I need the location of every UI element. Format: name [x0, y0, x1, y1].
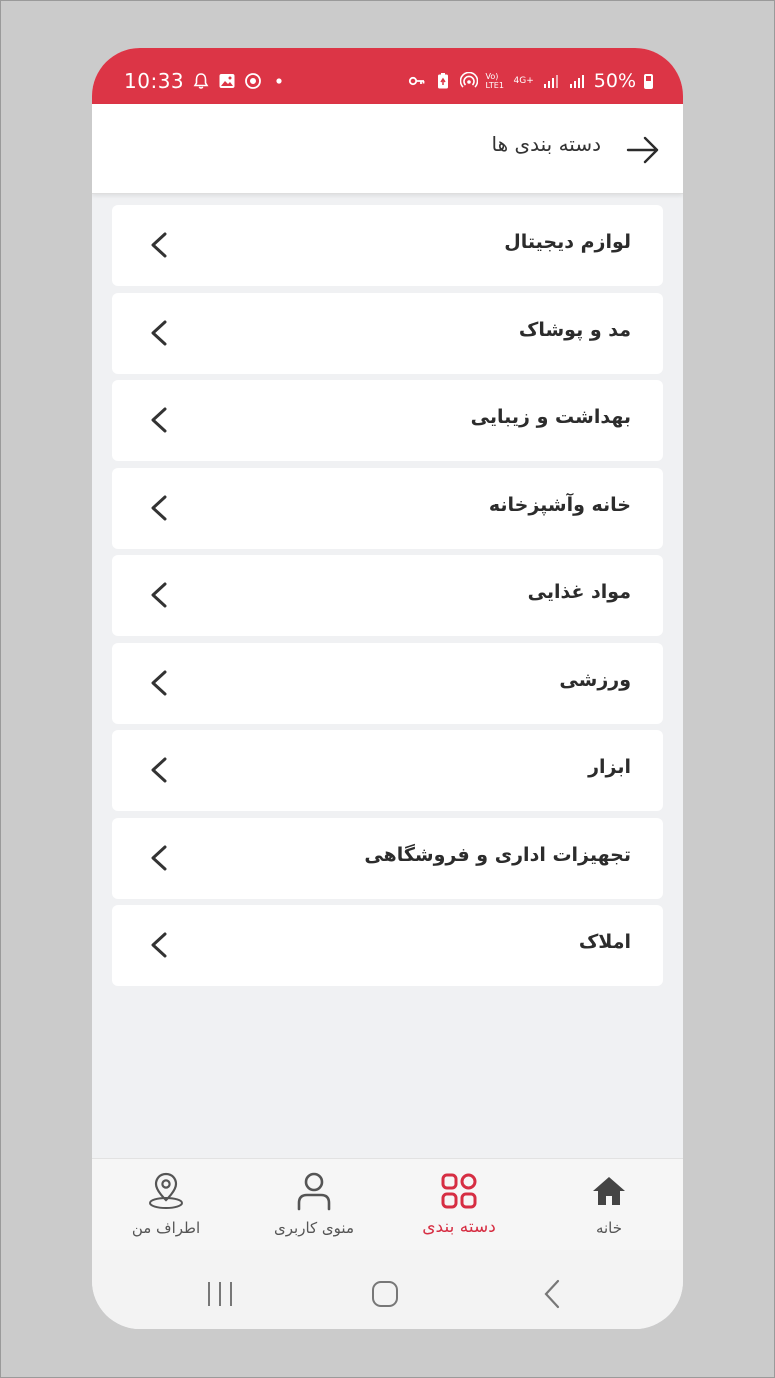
category-label: تجهیزات اداری و فروشگاهی: [364, 843, 631, 866]
category-item-fashion[interactable]: [112, 293, 663, 374]
battery-icon: [644, 74, 653, 89]
chevron-left-icon: [148, 494, 170, 522]
category-item-food[interactable]: [112, 555, 663, 636]
recent-apps-icon: [205, 1280, 235, 1308]
recent-apps-button[interactable]: [200, 1274, 240, 1314]
battery-percentage: 50%: [593, 70, 636, 92]
home-circle-icon: [370, 1279, 400, 1309]
volte-indicator: Vo) LTE1: [485, 72, 504, 90]
chevron-left-icon: [148, 319, 170, 347]
category-item-home-kitchen[interactable]: [112, 468, 663, 549]
nav-label-user-menu: منوی کاربری: [274, 1219, 354, 1237]
arrow-right-icon: [626, 135, 660, 165]
category-label: لوازم دیجیتال: [504, 231, 631, 253]
nav-item-around-me[interactable]: [92, 1159, 240, 1251]
system-navigation-bar: [92, 1250, 683, 1329]
chevron-left-icon: [148, 406, 170, 434]
status-time: 10:33: [124, 69, 185, 93]
chevron-left-icon: [148, 756, 170, 784]
category-item-real-estate[interactable]: [112, 905, 663, 986]
home-system-button[interactable]: [365, 1274, 405, 1314]
nav-item-categories[interactable]: [385, 1159, 533, 1251]
nav-item-user-menu[interactable]: [240, 1159, 388, 1251]
system-back-button[interactable]: [532, 1274, 572, 1314]
key-icon: [408, 72, 426, 90]
category-item-beauty[interactable]: [112, 380, 663, 461]
chevron-left-icon: [148, 669, 170, 697]
category-item-sports[interactable]: [112, 643, 663, 724]
status-bar: [92, 48, 683, 104]
dot-indicator-icon: [270, 72, 288, 90]
hotspot-icon: [460, 72, 478, 90]
nav-label-home: خانه: [595, 1219, 623, 1237]
back-button[interactable]: [625, 132, 661, 168]
chevron-left-icon: [148, 581, 170, 609]
signal-icon-2: [568, 72, 586, 90]
category-label: ابزار: [588, 756, 631, 778]
gallery-icon: [218, 72, 236, 90]
home-icon: [591, 1174, 627, 1208]
chevron-left-icon: [148, 844, 170, 872]
category-label: ورزشی: [559, 668, 631, 691]
phone-screen: [92, 48, 683, 1329]
user-icon: [296, 1171, 332, 1211]
category-item-office-equipment[interactable]: [112, 818, 663, 899]
category-label: مواد غذایی: [527, 581, 631, 603]
chevron-left-icon: [148, 231, 170, 259]
network-4g-indicator: 4G+: [513, 76, 534, 86]
category-label: خانه وآشپزخانه: [488, 493, 631, 516]
grid-icon: [440, 1172, 478, 1210]
category-item-digital[interactable]: [112, 205, 663, 286]
nav-label-around-me: اطراف من: [131, 1219, 201, 1237]
app-header: [92, 104, 683, 194]
record-icon: [244, 72, 262, 90]
category-label: بهداشت و زیبایی: [470, 406, 631, 428]
bottom-navigation: [92, 1158, 683, 1250]
back-chevron-icon: [541, 1278, 563, 1310]
page-title: دسته بندی ها: [491, 132, 601, 156]
category-label: املاک: [578, 931, 631, 953]
chevron-left-icon: [148, 931, 170, 959]
notification-bell-icon: [192, 72, 210, 90]
category-label: مد و پوشاک: [518, 318, 631, 341]
battery-saver-icon: [434, 72, 452, 90]
category-item-tools[interactable]: [112, 730, 663, 811]
nav-item-home[interactable]: [535, 1159, 683, 1251]
signal-icon: [542, 72, 560, 90]
nav-label-categories: دسته بندی: [422, 1217, 496, 1237]
location-pin-icon: [146, 1171, 186, 1211]
category-list: [112, 205, 663, 993]
